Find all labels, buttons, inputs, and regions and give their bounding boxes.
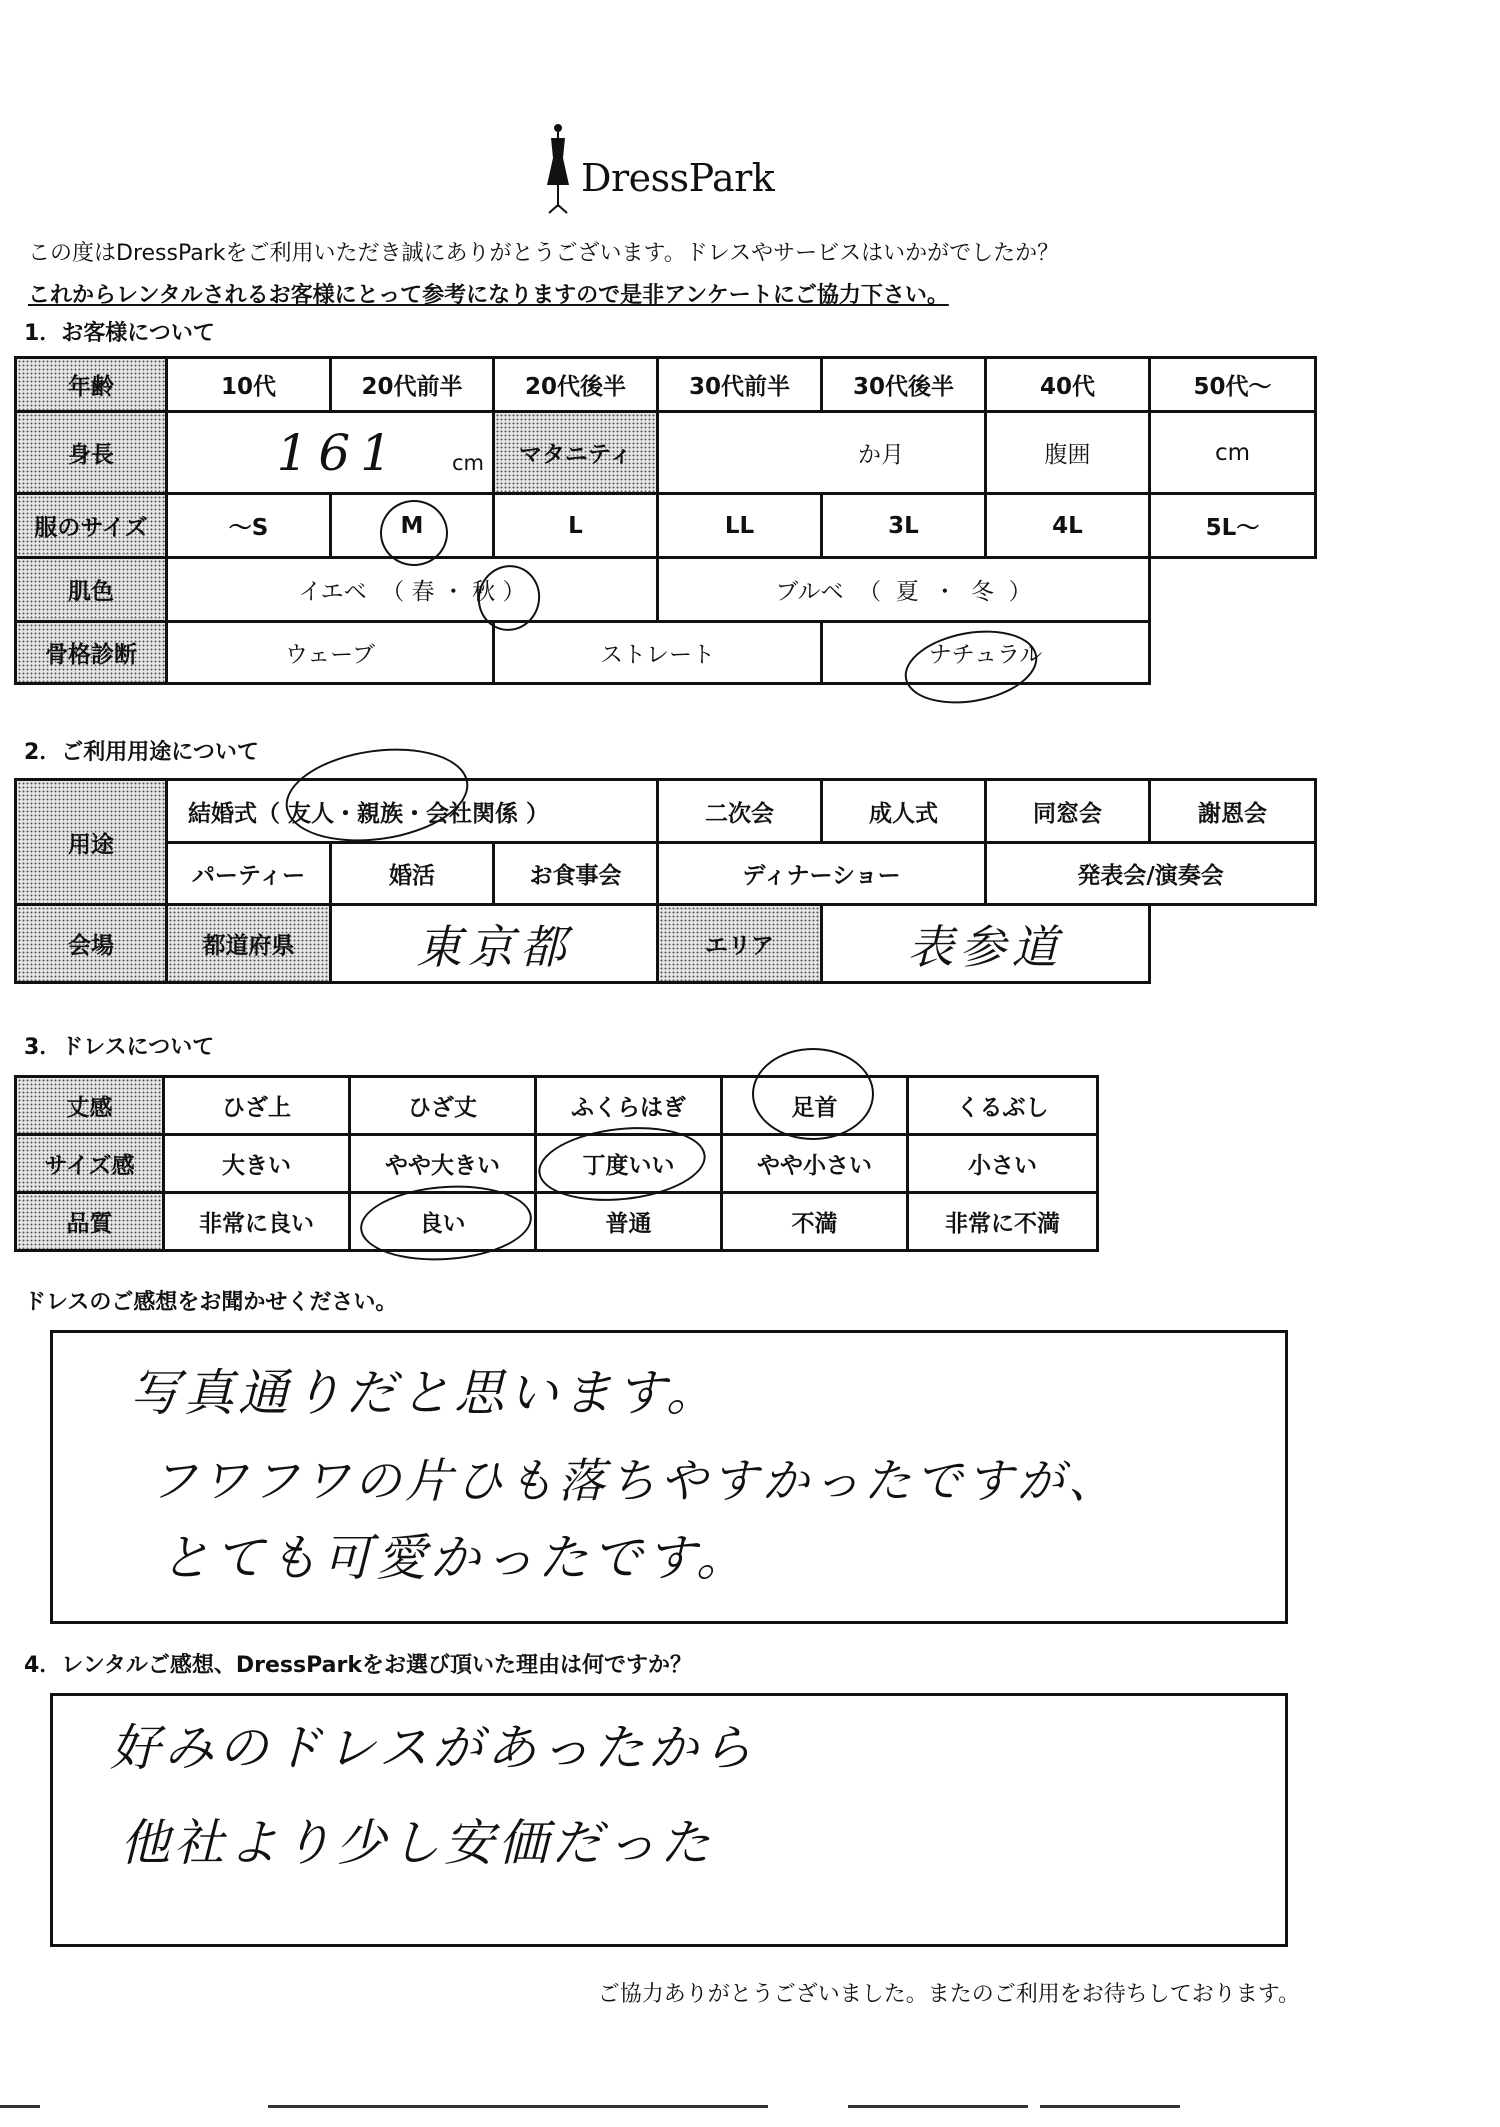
prefecture-label: 都道府県 [167, 905, 331, 983]
dress-comment-line: 写真通りだと思います。 [130, 1364, 720, 1422]
dress-comment-line: とても可愛かったです。 [160, 1529, 750, 1587]
purpose-option[interactable]: 成人式 [822, 780, 986, 843]
quality-option[interactable]: 非常に良い [164, 1193, 350, 1251]
frame-option-selected[interactable]: ナチュラル [822, 622, 1150, 684]
waist-field[interactable] [1150, 412, 1316, 494]
separator: ・ [441, 579, 465, 605]
paren-close: ） [1008, 579, 1032, 605]
size-option[interactable]: L [494, 494, 658, 558]
dress-comment-line: フワフワの片ひも落ちやすかったですが、 [150, 1454, 1119, 1509]
quality-option[interactable]: 非常に不満 [908, 1193, 1098, 1251]
purpose-option[interactable]: 二次会 [658, 780, 822, 843]
height-value: 161 [276, 423, 402, 482]
section4-title: 4．レンタルご感想、DressParkをお選び頂いた理由は何ですか？ [24, 1653, 692, 1678]
empty-cell [1150, 622, 1316, 684]
empty-cell [1150, 905, 1316, 983]
purpose-option[interactable]: ディナーショー [658, 843, 986, 905]
length-option-selected[interactable]: 足首 [722, 1077, 908, 1135]
blue-base-prefix: ブルベ [775, 579, 844, 605]
prefecture-field[interactable] [331, 905, 658, 983]
size-option[interactable]: 3L [822, 494, 986, 558]
quality-option[interactable]: 普通 [536, 1193, 722, 1251]
length-label: 丈感 [16, 1077, 164, 1135]
frame-label: 骨格診断 [16, 622, 167, 684]
summer-option[interactable]: 夏 [895, 579, 919, 605]
purpose-option[interactable]: お食事会 [494, 843, 658, 905]
winter-option[interactable]: 冬 [970, 579, 994, 605]
length-option[interactable]: ひざ丈 [350, 1077, 536, 1135]
size-label: 服のサイズ [16, 494, 167, 558]
scan-mark [268, 2105, 768, 2108]
length-option[interactable]: ふくらはぎ [536, 1077, 722, 1135]
quality-option[interactable]: 不満 [722, 1193, 908, 1251]
area-value: 表参道 [907, 919, 1064, 974]
size-option[interactable]: 4L [986, 494, 1150, 558]
length-option[interactable]: ひざ上 [164, 1077, 350, 1135]
size-option[interactable]: LL [658, 494, 822, 558]
fit-option[interactable]: 小さい [908, 1135, 1098, 1193]
yellow-base-prefix: イエベ [298, 579, 367, 605]
intro-line-1: この度はDressParkをご利用いただき誠にありがとうございます。ドレスやサービスはいかがでしたか？ [28, 241, 1060, 266]
skin-label: 肌色 [16, 558, 167, 622]
blue-base-option[interactable] [658, 558, 1150, 622]
fit-option[interactable]: やや小さい [722, 1135, 908, 1193]
wedding-option[interactable]: 結婚式（ 友人・親族・会社関係 ） [167, 780, 658, 843]
length-option[interactable]: くるぶし [908, 1077, 1098, 1135]
fit-option-selected[interactable]: 丁度いい [536, 1135, 722, 1193]
age-option[interactable]: 20代前半 [331, 358, 494, 412]
quality-label: 品質 [16, 1193, 164, 1251]
paren-open: （ [858, 579, 882, 605]
closing-message: ご協力ありがとうございました。またのご利用をお待ちしております。 [597, 1982, 1300, 2007]
age-option[interactable]: 40代 [986, 358, 1150, 412]
spring-option[interactable]: 春 [411, 579, 435, 605]
size-option[interactable]: 5L～ [1150, 494, 1316, 558]
autumn-option[interactable]: 秋 [472, 579, 496, 605]
dress-table [14, 1075, 1099, 1252]
purpose-label: 用途 [16, 780, 167, 905]
venue-label: 会場 [16, 905, 167, 983]
reason-answer-line: 他社より少し安価だった [120, 1814, 714, 1872]
fit-label: サイズ感 [16, 1135, 164, 1193]
waist-label: 腹囲 [986, 412, 1150, 494]
reason-answer-line: 好みのドレスがあったから [110, 1719, 756, 1777]
customer-table [14, 356, 1317, 685]
paren-close: ） [502, 579, 526, 605]
scan-mark [0, 2105, 40, 2108]
brand-logo [545, 125, 774, 215]
purpose-option[interactable]: パーティー [167, 843, 331, 905]
empty-cell [1150, 558, 1316, 622]
size-option-selected[interactable]: M [331, 494, 494, 558]
quality-option-selected[interactable]: 良い [350, 1193, 536, 1251]
maternity-months-field[interactable] [658, 412, 986, 494]
section2-title: 2．ご利用用途について [24, 740, 259, 765]
dress-comment-prompt: ドレスのご感想をお聞かせください。 [24, 1290, 398, 1315]
area-label: エリア [658, 905, 822, 983]
age-label: 年齢 [16, 358, 167, 412]
waist-unit: cm [1214, 439, 1251, 466]
scan-mark [848, 2105, 1028, 2108]
height-label: 身長 [16, 412, 167, 494]
yellow-base-option[interactable] [167, 558, 658, 622]
purpose-option[interactable]: 謝恩会 [1150, 780, 1316, 843]
area-field[interactable] [822, 905, 1150, 983]
months-unit: か月 [858, 442, 904, 468]
section1-title: 1．お客様について [24, 321, 215, 346]
fit-option[interactable]: 大きい [164, 1135, 350, 1193]
age-option[interactable]: 50代～ [1150, 358, 1316, 412]
dress-mannequin-icon [545, 123, 571, 215]
purpose-table [14, 778, 1317, 984]
height-field[interactable] [167, 412, 494, 494]
paren-open: （ [381, 579, 405, 605]
fit-option[interactable]: やや大きい [350, 1135, 536, 1193]
purpose-option[interactable]: 発表会/演奏会 [986, 843, 1316, 905]
age-option[interactable]: 20代後半 [494, 358, 658, 412]
section3-title: 3．ドレスについて [24, 1035, 215, 1060]
maternity-label: マタニティ [494, 412, 658, 494]
height-unit: cm [451, 450, 484, 475]
frame-option[interactable]: ウェーブ [167, 622, 494, 684]
purpose-option[interactable]: 婚活 [331, 843, 494, 905]
intro-line-2: これからレンタルされるお客様にとって参考になりますので是非アンケートにご協力下さい。 [28, 283, 949, 308]
purpose-option[interactable]: 同窓会 [986, 780, 1150, 843]
prefecture-value: 東京都 [416, 919, 572, 974]
age-option[interactable]: 10代 [167, 358, 331, 412]
age-option[interactable]: 30代後半 [822, 358, 986, 412]
size-option[interactable]: ～S [167, 494, 331, 558]
scan-mark [1040, 2105, 1180, 2108]
separator: ・ [933, 579, 957, 605]
age-option[interactable]: 30代前半 [658, 358, 822, 412]
brand-name: DressPark [581, 156, 775, 200]
frame-option[interactable]: ストレート [494, 622, 822, 684]
